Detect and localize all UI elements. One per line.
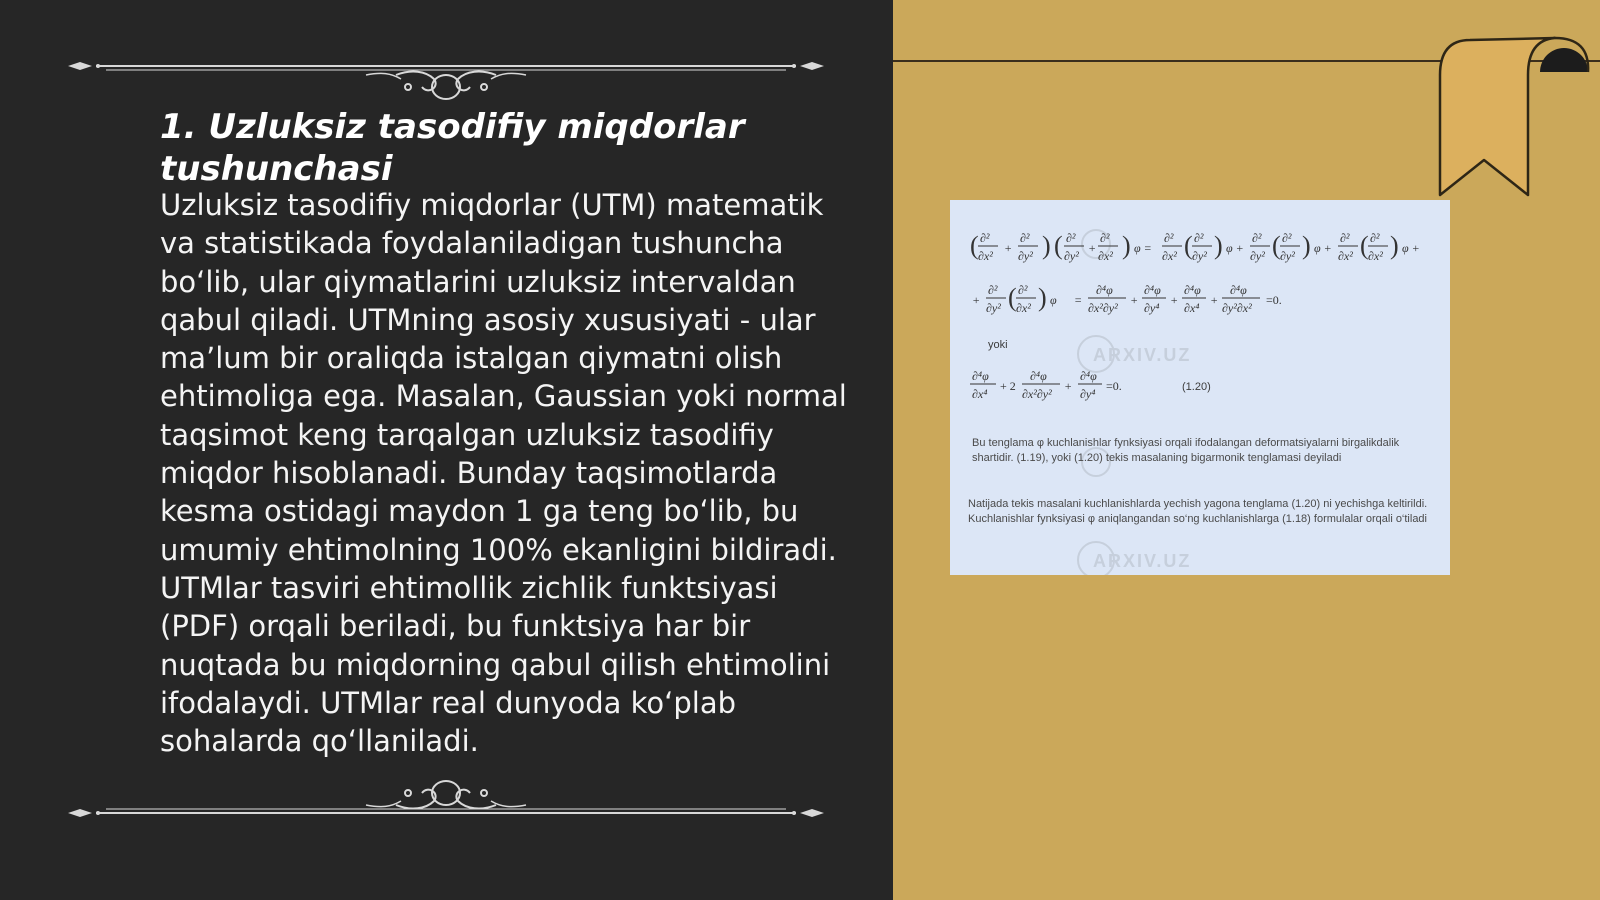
svg-text:∂x²: ∂x² [978,249,993,263]
svg-text:): ) [1122,231,1131,260]
svg-text:∂x²: ∂x² [1368,249,1383,263]
svg-text:∂²: ∂² [988,283,998,297]
svg-text:φ =: φ = [1134,241,1152,255]
equation-line-2 [972,283,1282,315]
svg-text:∂x⁴: ∂x⁴ [1184,301,1200,315]
equation-1-20 [970,369,1122,401]
svg-text:∂y²: ∂y² [986,301,1001,315]
svg-text:∂²: ∂² [1164,231,1174,245]
svg-text:∂²: ∂² [1282,231,1292,245]
svg-text:∂⁴φ: ∂⁴φ [1030,369,1047,383]
svg-text:∂²: ∂² [1020,231,1030,245]
svg-text:∂⁴φ: ∂⁴φ [1144,283,1161,297]
yoki-label: yoki [988,339,1008,351]
svg-text:(: ( [1054,231,1063,260]
svg-text:∂y²: ∂y² [1250,249,1265,263]
svg-text:): ) [1302,231,1311,260]
svg-text:∂y²∂x²: ∂y²∂x² [1222,301,1252,315]
svg-text:∂x²: ∂x² [1338,249,1353,263]
svg-text:φ +: φ + [1226,241,1244,255]
svg-text:=: = [1074,293,1083,307]
svg-text:∂²: ∂² [1066,231,1076,245]
svg-text:∂x²: ∂x² [1162,249,1177,263]
svg-text:=0.: =0. [1106,379,1122,393]
svg-text:∂y⁴: ∂y⁴ [1080,387,1096,401]
svg-text:(: ( [970,231,979,260]
svg-text:(: ( [1184,231,1193,260]
svg-text:∂⁴φ: ∂⁴φ [1184,283,1201,297]
svg-text:∂²: ∂² [980,231,990,245]
svg-text:∂x²: ∂x² [1016,301,1031,315]
formula-image [950,200,1450,575]
slide-body-text: Uzluksiz tasodifiy miqdorlar (UTM) matematik va statistikada foydalaniladigan tushuncha bo‘lib, ular qiymatlarini uzluksiz intervaldan qabul qiladi. UTMning asosiy xususiyati - ular ma’lum bir oraliqda istalgan qiymatni olish ehtimoliga ega. Masalan, Gaussian yoki normal taqsimot keng tarqalgan uzluksiz tasodifiy miqdor hisoblanadi. Bunday taqsimotlarda kesma ostidagi maydon 1 ga teng bo‘lib, bu umumiy ehtimolning 100% ekanligini bildiradi. UTMlar tasviri ehtimollik zichlik funktsiyasi (PDF) orqali beriladi, bu funktsiya har bir nuqtada bu miqdorning qabul qilish ehtimolini ifodalaydi. UTMlar real dunyoda ko‘plab sohalarda qo‘llaniladi. [160,188,847,759]
svg-text:∂²: ∂² [1370,231,1380,245]
svg-text:): ) [1390,231,1399,260]
svg-text:∂⁴φ: ∂⁴φ [1096,283,1113,297]
svg-text:+: + [1088,241,1097,255]
svg-text:+: + [1064,379,1073,393]
svg-text:): ) [1214,231,1223,260]
top-ornament-divider-icon [66,55,826,105]
formula-paragraph-2: Natijada tekis masalani kuchlanishlarda yechish yagona tenglama (1.20) ni yechishga keltirildi. Kuchlanishlar fynksiyasi φ aniqlangandan so‘ng kuchlanishlarga (1.18) formulalar orqali o‘tiladi [968,498,1428,525]
svg-text:=0.: =0. [1266,293,1282,307]
svg-text:∂²: ∂² [1100,231,1110,245]
svg-text:+: + [1210,293,1219,307]
svg-text:): ) [1038,283,1047,312]
svg-text:∂x²∂y²: ∂x²∂y² [1022,387,1052,401]
slide-title: 1. Uzluksiz tasodifiy miqdorlar tushunchasi [160,107,745,189]
svg-text:+: + [1004,241,1013,255]
svg-text:∂y²: ∂y² [1280,249,1295,263]
svg-text:∂y²: ∂y² [1192,249,1207,263]
svg-text:∂⁴φ: ∂⁴φ [1080,369,1097,383]
svg-text:(: ( [1360,231,1369,260]
svg-text:∂x²∂y²: ∂x²∂y² [1088,301,1118,315]
svg-text:(: ( [1272,231,1281,260]
svg-text:+ 2: + 2 [1000,379,1016,393]
svg-text:φ +: φ + [1314,241,1332,255]
svg-text:∂y²: ∂y² [1018,249,1033,263]
svg-text:+: + [972,293,981,307]
svg-text:(: ( [1008,283,1017,312]
svg-text:∂x⁴: ∂x⁴ [972,387,988,401]
svg-text:φ +: φ + [1402,241,1420,255]
svg-text:∂²: ∂² [1018,283,1028,297]
svg-text:∂y⁴: ∂y⁴ [1144,301,1160,315]
svg-text:∂x²: ∂x² [1098,249,1113,263]
svg-text:φ: φ [1050,293,1057,307]
svg-text:∂y²: ∂y² [1064,249,1079,263]
bottom-ornament-divider-icon [66,775,826,825]
svg-text:∂⁴φ: ∂⁴φ [972,369,989,383]
svg-text:∂²: ∂² [1194,231,1204,245]
svg-text:): ) [1042,231,1051,260]
bookmark-ribbon-icon [1430,30,1600,202]
equation-line-1 [970,231,1420,263]
watermark-text: ARXIV.UZ [1093,551,1192,571]
svg-text:∂⁴φ: ∂⁴φ [1230,283,1247,297]
svg-text:∂²: ∂² [1340,231,1350,245]
formula-paragraph-1: Bu tenglama φ kuchlanishlar fynksiyasi orqali ifodalangan deformatsiyalarni birgalikdalik shartidir. (1.19), yoki (1.20) tekis masalaning bigarmonik tenglamasi deyiladi [972,437,1400,464]
svg-text:∂²: ∂² [1252,231,1262,245]
watermark-text: ARXIV.UZ [1093,345,1192,365]
equation-number: (1.20) [1182,381,1211,393]
svg-text:+: + [1130,293,1139,307]
svg-text:+: + [1170,293,1179,307]
